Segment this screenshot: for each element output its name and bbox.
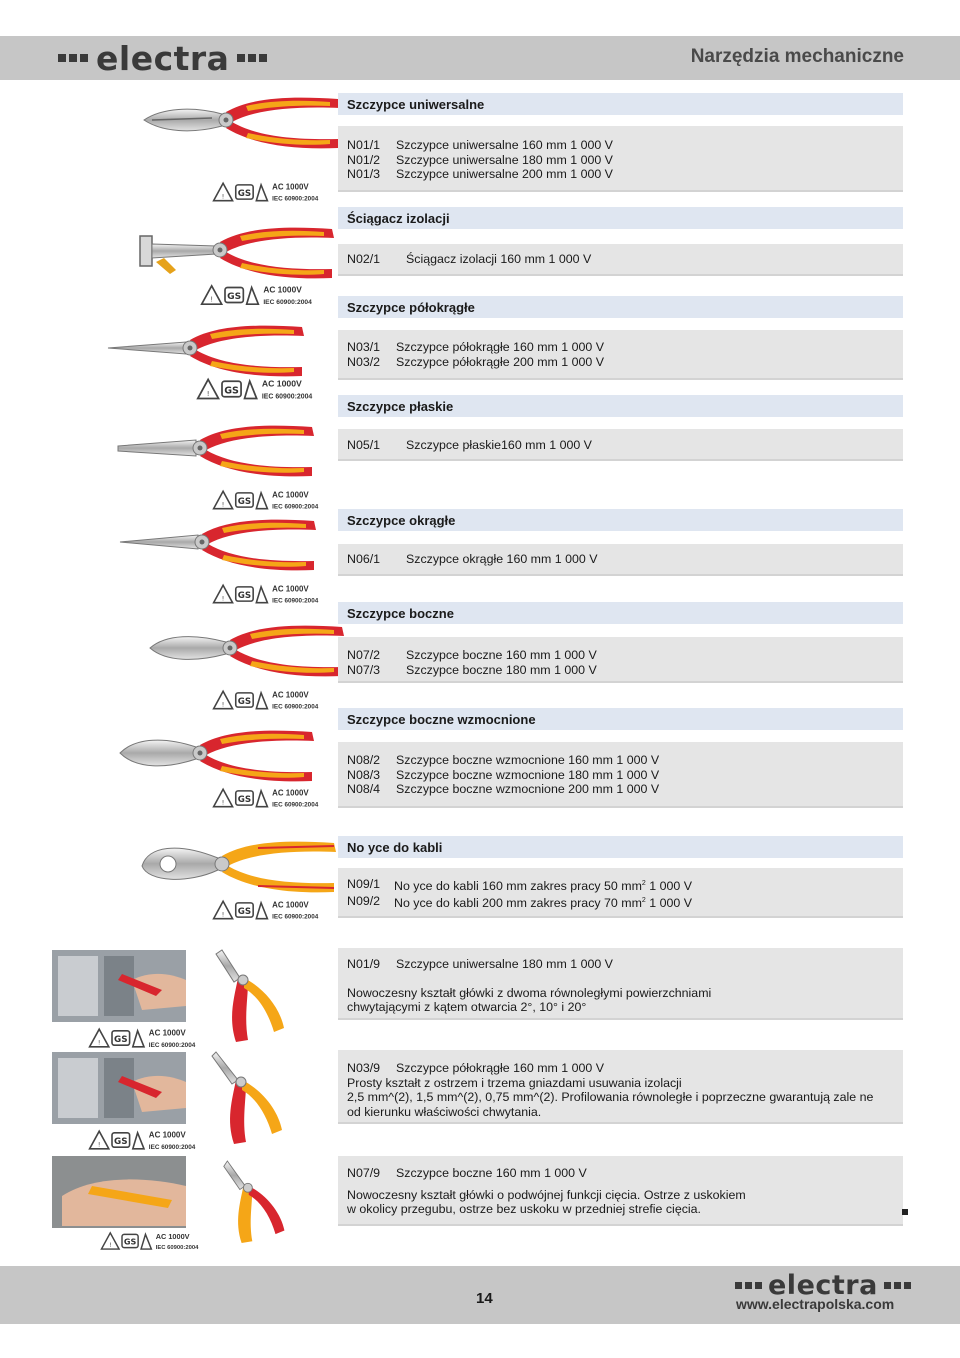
certification-icon: [212, 688, 319, 712]
product-desc: [394, 877, 692, 894]
page-number: 14: [476, 1290, 493, 1307]
feature-box: [338, 1156, 903, 1226]
certification-mark: [212, 180, 319, 209]
certification-icon: [86, 1026, 196, 1050]
product-desc: Szczypce okrągłe 160 mm 1 000 V: [406, 552, 598, 566]
product-code: N01/3: [347, 167, 381, 182]
gs-mark: GS: [237, 794, 252, 805]
website-link[interactable]: www.electrapolska.com: [736, 1296, 895, 1312]
product-desc-main: No yce do kabli 160 mm zakres pracy 50 mm: [394, 879, 642, 894]
product-desc: Szczypce uniwersalne 200 mm 1 000 V: [396, 167, 613, 182]
product-code: N02/1: [347, 252, 381, 266]
bullet-mark: [902, 1209, 908, 1215]
certification-text: AC 1000V: [261, 378, 302, 389]
pliers-vertical-image: [214, 948, 288, 1044]
product-row: [347, 153, 894, 168]
product-desc: Szczypce półokrągłe 160 mm 1 000 V: [396, 1061, 604, 1075]
certification-text: AC 1000V: [272, 788, 309, 798]
product-code: N09/2: [347, 893, 381, 908]
product-desc: Szczypce boczne 160 mm 1 000 V: [396, 1166, 587, 1180]
certification-mark: [212, 898, 319, 927]
product-desc: Szczypce boczne wzmocnione 160 mm 1 000 V: [396, 753, 660, 767]
certification-icon: [212, 488, 319, 512]
certification-text: IEC 60900:2004: [272, 913, 319, 921]
product-code: N01/2: [347, 152, 381, 167]
product-desc: Szczypce boczne 160 mm 1 000 V: [406, 648, 597, 662]
certification-icon: [86, 1128, 196, 1152]
product-code: N07/9: [347, 1166, 381, 1180]
product-row: [347, 167, 894, 182]
product-code: N03/1: [347, 340, 381, 354]
certification-text: IEC 60900:2004: [148, 1143, 196, 1151]
product-list: [338, 544, 903, 576]
product-desc-tail: 1 000 V: [645, 879, 692, 894]
product-code: N08/3: [347, 767, 381, 782]
product-row: [347, 438, 894, 453]
product-row: [347, 340, 894, 355]
section-heading: Szczypce okrągłe: [338, 509, 903, 531]
gs-mark: GS: [224, 385, 239, 397]
feature-line: Nowoczesny kształt główki o podwójnej funkcji cięcia. Ostrze z uskokiem: [347, 1187, 746, 1202]
certification-text: AC 1000V: [148, 1130, 186, 1140]
feature-line: w okolicy przegubu, ostrze bez uskoku w przedniej strefie cięcia.: [347, 1202, 701, 1217]
certification-text: AC 1000V: [272, 584, 309, 594]
gs-mark: GS: [227, 291, 242, 303]
pliers-vertical-image: [212, 1050, 286, 1146]
superscript: 2: [641, 896, 646, 904]
certification-text: IEC 60900:2004: [272, 597, 319, 605]
certification-text: AC 1000V: [155, 1231, 190, 1241]
feature-line: od kierunku właściwości chwytania.: [347, 1104, 542, 1119]
flat-pliers-image: [116, 420, 316, 484]
product-desc: Szczypce półokrągłe 200 mm 1 000 V: [396, 354, 604, 369]
logo-dots-icon: [58, 54, 88, 62]
gs-mark: GS: [114, 1137, 128, 1147]
certification-mark: [100, 1230, 199, 1257]
feature-line: chwytającymi z kątem otwarcia 2°, 10° i 20°: [347, 1000, 587, 1015]
certification-icon: [212, 180, 319, 204]
product-code: N08/4: [347, 782, 381, 797]
product-desc: Szczypce boczne 180 mm 1 000 V: [406, 662, 597, 677]
certification-text: AC 1000V: [272, 690, 309, 700]
certification-text: IEC 60900:2004: [261, 393, 313, 401]
product-list: [338, 429, 903, 461]
feature-line: 2,5 mm^(2), 1,5 mm^(2), 0,75 mm^(2). Profilowania równoległe i poprzeczne gwarantują zale ne: [347, 1090, 874, 1105]
certification-icon: [100, 1230, 199, 1252]
product-desc: Szczypce uniwersalne 180 mm 1 000 V: [396, 152, 613, 167]
universal-pliers-image: [142, 92, 342, 156]
certification-text: AC 1000V: [272, 182, 309, 192]
product-desc: [394, 894, 692, 911]
gs-mark: GS: [237, 906, 252, 917]
product-desc: Szczypce uniwersalne 180 mm 1 000 V: [396, 957, 613, 971]
product-desc: Szczypce boczne wzmocnione 180 mm 1 000 V: [396, 767, 660, 782]
product-list: [338, 868, 903, 918]
product-row: [347, 648, 894, 663]
section-heading: Szczypce boczne wzmocnione: [338, 708, 903, 730]
certification-text: IEC 60900:2004: [272, 503, 319, 511]
half-round-pliers-image: [106, 320, 306, 384]
section-heading: Szczypce półokrągłe: [338, 296, 903, 318]
product-code: N06/1: [347, 552, 381, 566]
product-row: [347, 753, 894, 768]
product-row: [347, 138, 894, 153]
logo-text: electra: [96, 38, 230, 78]
feature-box: [338, 1050, 903, 1124]
page-footer: [0, 1266, 960, 1324]
certification-icon: [200, 282, 312, 308]
product-list: [338, 637, 903, 683]
product-row: [347, 877, 894, 894]
product-row: [347, 552, 894, 567]
product-code: N07/3: [347, 662, 381, 677]
product-code: N08/2: [347, 753, 381, 767]
product-in-use-photo: [52, 1052, 186, 1124]
product-desc-main: No yce do kabli 200 mm zakres pracy 70 mm: [394, 895, 642, 910]
certification-text: IEC 60900:2004: [272, 801, 319, 809]
product-desc-tail: 1 000 V: [645, 895, 692, 910]
feature-line: Nowoczesny kształt główki z dwoma równoległymi powierzchniami: [347, 985, 712, 1000]
product-row: [347, 252, 894, 267]
certification-text: IEC 60900:2004: [272, 195, 319, 203]
product-code: N01/9: [347, 957, 381, 971]
side-cutters-vertical-image: [222, 1156, 288, 1248]
logo-dots-icon: [237, 54, 267, 62]
feature-box: [338, 948, 903, 1020]
gs-mark: GS: [237, 696, 252, 707]
page-header: [0, 36, 960, 80]
product-row: [347, 782, 894, 797]
gs-mark: GS: [114, 1035, 128, 1045]
certification-text: AC 1000V: [263, 284, 302, 295]
certification-icon: [196, 376, 313, 402]
logo-dots-icon: [735, 1282, 762, 1289]
product-code: N07/2: [347, 648, 381, 662]
certification-text: AC 1000V: [148, 1028, 186, 1038]
product-list: [338, 330, 903, 380]
electra-logo: [58, 38, 267, 78]
certification-text: AC 1000V: [272, 490, 309, 500]
product-code: N09/1: [347, 877, 381, 891]
product-list: [338, 244, 903, 276]
product-in-use-photo: [52, 1156, 186, 1228]
certification-mark: [86, 1026, 196, 1055]
certification-text: IEC 60900:2004: [272, 703, 319, 711]
side-cutters-image: [146, 620, 346, 684]
certification-icon: [212, 786, 319, 810]
product-row: [347, 768, 894, 783]
product-desc: Szczypce boczne wzmocnione 200 mm 1 000 V: [396, 782, 660, 797]
product-row: [347, 894, 894, 911]
product-list: [338, 742, 903, 808]
product-desc: Szczypce płaskie160 mm 1 000 V: [406, 438, 592, 452]
round-pliers-image: [118, 514, 318, 578]
certification-text: IEC 60900:2004: [263, 299, 312, 307]
page-title: Narzędzia mechaniczne: [690, 46, 904, 67]
certification-mark: [200, 282, 312, 313]
certification-icon: [212, 582, 319, 606]
product-desc: Szczypce uniwersalne 160 mm 1 000 V: [396, 138, 613, 152]
product-code: N03/2: [347, 354, 381, 369]
product-desc: Szczypce półokrągłe 160 mm 1 000 V: [396, 340, 604, 354]
certification-mark: [212, 786, 319, 815]
gs-mark: GS: [237, 590, 252, 601]
section-heading: Szczypce uniwersalne: [338, 93, 903, 115]
section-heading: Ściągacz izolacji: [338, 207, 903, 229]
superscript: 2: [641, 880, 646, 887]
certification-text: AC 1000V: [272, 900, 309, 910]
gs-mark: GS: [237, 496, 252, 507]
certification-text: IEC 60900:2004: [155, 1245, 199, 1252]
product-row: [347, 663, 894, 678]
certification-mark: [212, 488, 319, 517]
product-code: N05/1: [347, 438, 381, 452]
product-desc: Ściągacz izolacji 160 mm 1 000 V: [406, 252, 592, 266]
logo-dots-icon: [884, 1282, 911, 1289]
certification-mark: [196, 376, 313, 407]
section-heading: Szczypce płaskie: [338, 395, 903, 417]
certification-mark: [212, 582, 319, 611]
product-in-use-photo: [52, 950, 186, 1022]
feature-title-row: [347, 957, 894, 972]
reinforced-side-cutters-image: [116, 722, 316, 792]
wire-stripper-image: [136, 222, 336, 286]
section-heading: No yce do kabli: [338, 836, 903, 858]
section-heading: Szczypce boczne: [338, 602, 903, 624]
certification-text: IEC 60900:2004: [148, 1041, 196, 1049]
feature-title-row: [347, 1061, 894, 1076]
cable-cutters-image: [138, 836, 338, 900]
gs-mark: GS: [237, 188, 252, 199]
certification-mark: [212, 688, 319, 717]
product-list: [338, 126, 903, 192]
gs-mark: GS: [123, 1237, 137, 1247]
certification-mark: [86, 1128, 196, 1157]
feature-title-row: [347, 1166, 894, 1181]
product-code: N01/1: [347, 138, 381, 152]
certification-icon: [212, 898, 319, 922]
logo-text: electra: [768, 1270, 878, 1301]
product-row: [347, 355, 894, 370]
feature-line: Prosty kształt z ostrzem i trzema gniazdami usuwania izolacji: [347, 1075, 682, 1090]
product-code: N03/9: [347, 1061, 381, 1075]
